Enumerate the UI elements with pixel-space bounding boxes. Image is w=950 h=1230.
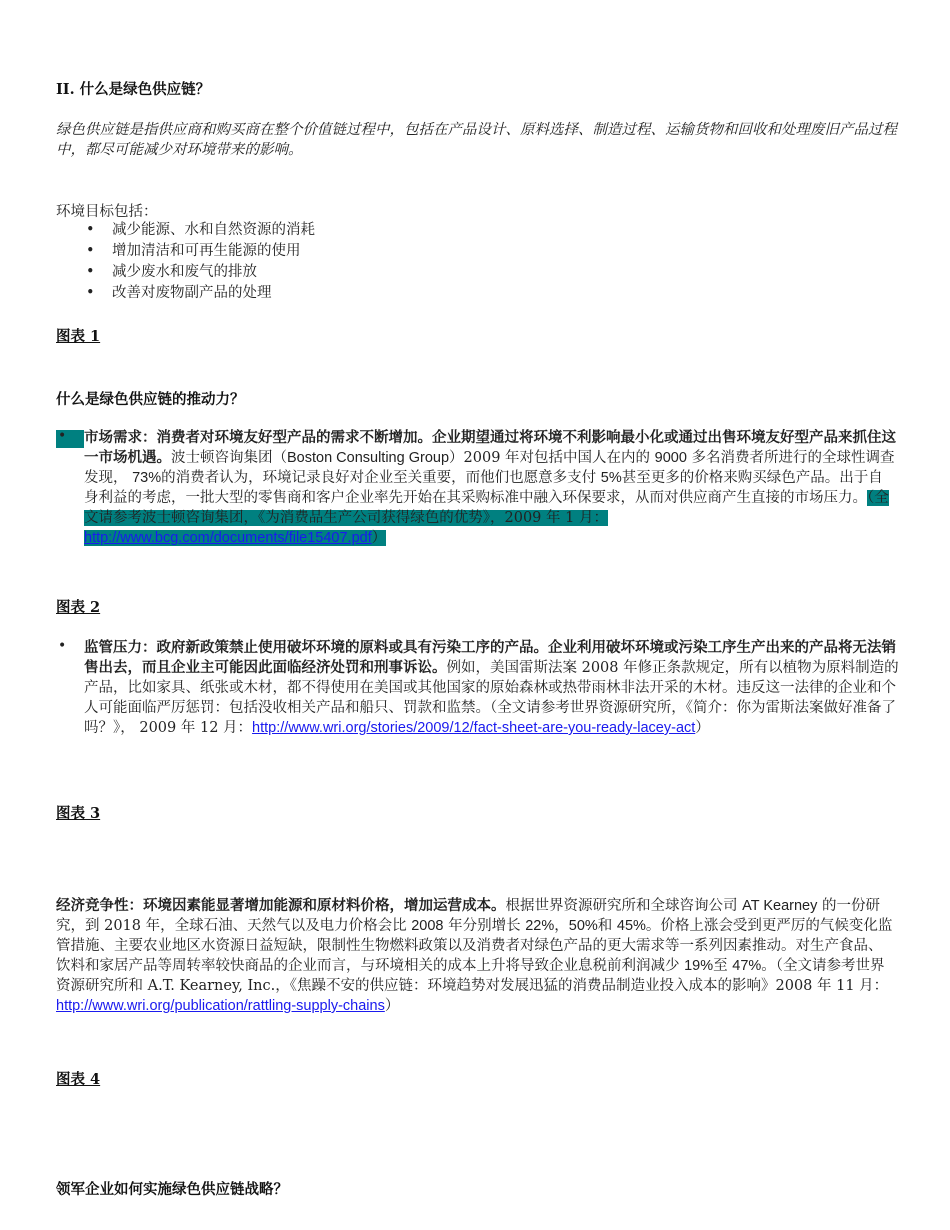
bullet-icon: •	[86, 264, 95, 280]
list-item: • 改善对废物副产品的处理	[56, 283, 556, 304]
bullet-icon: •	[58, 428, 67, 444]
section-heading-what-is-green-supply-chain: II. 什么是绿色供应链？	[56, 81, 211, 98]
leaders-heading: 领军企业如何实施绿色供应链战略？	[56, 1181, 288, 1198]
figure-label-1: 图表 1	[56, 328, 101, 345]
bullet-icon: •	[86, 285, 95, 301]
regulatory-pressure-paragraph: 监管压力：政府新政策禁止使用破坏环境的原料或具有污染工序的产品。企业利用破坏环境或污染工序生产出来的产品将无法销售出去，而且企业主可能因此面临经济处罚和刑事诉讼。例如，美国雷斯法案 2008 年修正条款规定，所有以植物为原料制造的产品，比如家具、纸张或木材，都不得使用在美国或其他国家的原始森林或热带雨林非法开采的木材。违反这一法律的企业和个人可能面临严厉惩罚：包括没收相关产品和船只、罚款和监禁。（全文请参考世界资源研究所，《简介：你为雷斯法案做好准备了吗？》， 2009 年 12 月：http://www.wri.org/stories/2009/12/fact-sheet-are-you-ready-lacey-act）	[84, 639, 899, 736]
bcg-link[interactable]: http://www.bcg.com/documents/file15407.pdf	[84, 530, 372, 546]
environmental-targets-list	[56, 220, 556, 304]
figure-label-3: 图表 3	[56, 805, 101, 822]
bullet-icon: •	[86, 243, 95, 259]
drivers-heading: 什么是绿色供应链的推动力？	[56, 391, 245, 408]
wri-rattling-supply-chains-link[interactable]: http://www.wri.org/publication/rattling-supply-chains	[56, 998, 385, 1014]
bullet-icon: •	[86, 222, 95, 238]
bullet-icon: •	[58, 638, 67, 654]
wri-lacey-act-link[interactable]: http://www.wri.org/stories/2009/12/fact-sheet-are-you-ready-lacey-act	[252, 720, 696, 736]
list-item: • 减少能源、水和自然资源的消耗	[56, 220, 556, 241]
targets-intro: 环境目标包括：	[56, 204, 158, 220]
list-item: • 增加清洁和可再生能源的使用	[56, 241, 556, 262]
figure-label-4: 图表 4	[56, 1071, 101, 1088]
definition-paragraph: 绿色供应链是指供应商和购买商在整个价值链过程中，包括在产品设计、原料选择、制造过程、运输货物和回收和处理废旧产品过程中，都尽可能减少对环境带来的影响。	[56, 122, 897, 158]
list-item: • 减少废水和废气的排放	[56, 262, 556, 283]
economic-competitiveness-paragraph: 经济竞争性：环境因素能显著增加能源和原材料价格，增加运营成本。根据世界资源研究所和全球咨询公司 AT Kearney 的一份研究，到 2018 年，全球石油、天然气以及电力价格会比 2008 年分别增长 22%，50%和 45%。价格上涨会受到更严厉的气候变化监管措施、主要农业地区水资源日益短缺，限制性生物燃料政策以及消费者对绿色产品的更大需求等一系列因素推动。对生产食品、饮料和家居产品等周转率较快商品的企业而言，与环境相关的成本上升将导致企业息税前利润减少 19%至 47%。（全文请参考世界资源研究所和 A.T. Kearney, Inc.，《焦躁不安的供应链：环境趋势对发展迅猛的消费品制造业投入成本的影响》2008 年 11 月：http://www.wri.org/publication/rattling-supply-chains）	[56, 897, 893, 1014]
figure-label-2: 图表 2	[56, 599, 101, 616]
market-demand-paragraph: 市场需求：消费者对环境友好型产品的需求不断增加。企业期望通过将环境不利影响最小化或通过出售环境友好型产品来抓住这一市场机遇。波士顿咨询集团（Boston Consulting Group）2009 年对包括中国人在内的 9000 多名消费者所进行的全球性调查发现， 73%的消费者认为，环境记录良好对企业至关重要，而他们也愿意多支付 5%甚至更多的价格来购买绿色产品。出于自身利益的考虑，一批大型的零售商和客户企业率先开始在其采购标准中融入环保要求，从而对供应商产生直接的市场压力。（全文请参考波士顿咨询集团，《为消费品生产公司获得绿色的优势》，2009 年 1 月：http://www.bcg.com/documents/file15407.pdf）	[84, 429, 896, 546]
highlighted-reference: （全文请参考波士顿咨询集团，《为消费品生产公司获得绿色的优势》，2009 年 1 月：http://www.bcg.com/documents/file15407.pdf）	[84, 490, 889, 546]
